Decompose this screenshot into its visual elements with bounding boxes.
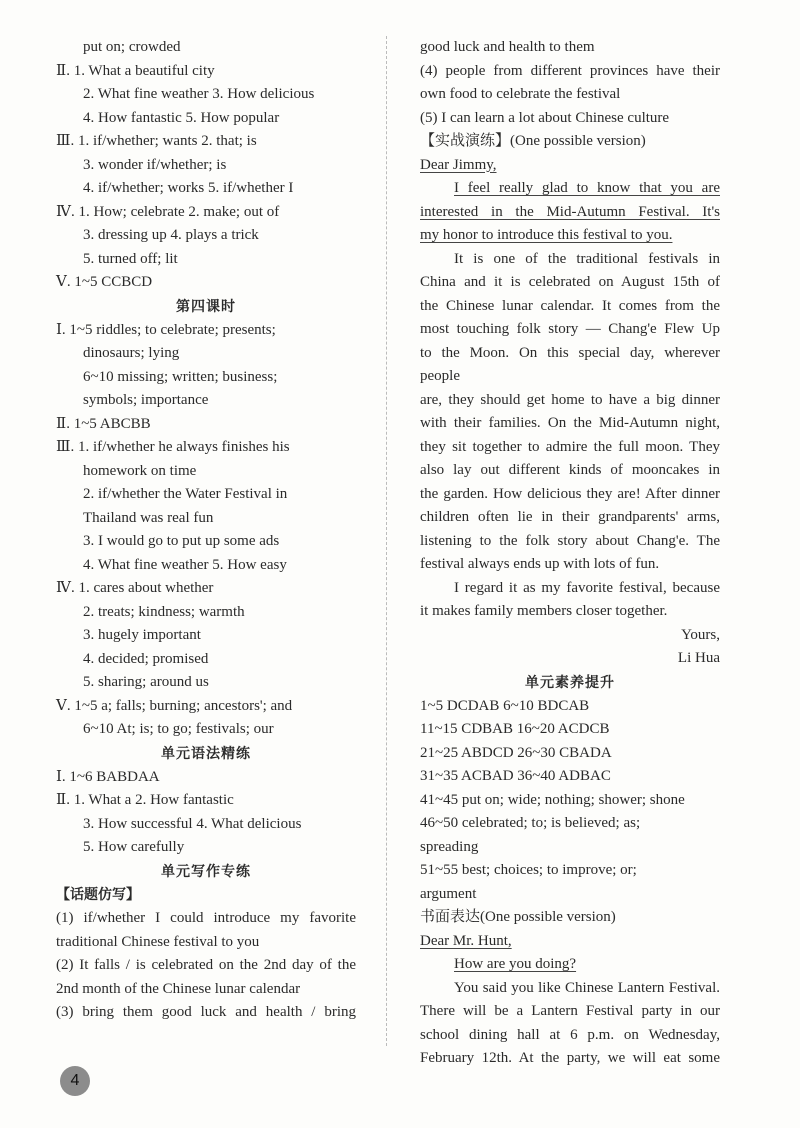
left-column-line: 3. How successful 4. What delicious (83, 815, 302, 832)
left-column-line: (1) if/whether I could introduce my favorite (56, 910, 356, 926)
left-column-line: (3) bring them good luck and health / bring (56, 1004, 356, 1020)
right-column-line: China and it is celebrated on August 15th of (420, 274, 720, 290)
left-column-line: 6~10 missing; written; business; (83, 368, 278, 385)
right-column-line: spreading (420, 838, 479, 855)
right-column-line: 单元素养提升 (525, 674, 615, 691)
left-column-line: 5. turned off; lit (83, 250, 178, 267)
left-column-line: 3. I would go to put up some ads (83, 533, 280, 549)
right-column (420, 36, 720, 1071)
page-number: 4 (60, 1066, 90, 1096)
left-column-line: put on; crowded (83, 39, 181, 55)
left-column-line: 第四课时 (176, 298, 236, 315)
left-column-line: 单元写作专练 (161, 863, 251, 880)
right-column-line: the Chinese lunar calendar. It comes from the (420, 297, 720, 314)
right-column-line: How are you doing? (454, 956, 577, 972)
left-column-line: 2nd month of the Chinese lunar calendar (56, 980, 301, 997)
left-column-line: 2. What fine weather 3. How delicious (83, 86, 315, 102)
left-column-line: 5. How carefully (83, 839, 185, 855)
right-column-line: I feel really glad to know that you are (454, 180, 720, 196)
left-column-line: 3. dressing up 4. plays a trick (83, 227, 259, 243)
right-column-line: 11~15 CDBAB 16~20 ACDCB (420, 721, 610, 737)
right-column-line: It is one of the traditional festivals in (454, 250, 720, 267)
right-column-line: 31~35 ACBAD 36~40 ADBAC (420, 768, 611, 784)
right-column-line: Li Hua (677, 650, 720, 666)
left-column-line: Ⅲ. 1. if/whether he always finishes his (56, 439, 290, 455)
right-column-line: Dear Mr. Hunt, (420, 932, 512, 949)
left-column-line: 5. sharing; around us (83, 674, 209, 690)
left-column-line: Ⅴ. 1~5 CCBCD (56, 274, 153, 290)
right-column-line: 21~25 ABDCD 26~30 CBADA (420, 744, 612, 761)
right-column-line: it makes family members closer together. (420, 603, 668, 619)
left-column-line: Ⅱ. 1~5 ABCBB (56, 415, 151, 432)
right-column-line: are, they should get home to have a big dinner (420, 391, 720, 408)
left-column-line: dinosaurs; lying (83, 345, 180, 361)
left-column-line: Ⅳ. 1. How; celebrate 2. make; out of (56, 203, 280, 220)
right-column-line: to the Moon. On this special day, wherever people (420, 344, 720, 384)
left-column-line: symbols; importance (83, 392, 209, 408)
right-column-line: they sit together to admire the full moon. They (420, 438, 720, 455)
right-column-line: 【实战演练】(One possible version) (420, 133, 646, 149)
right-column-line: 41~45 put on; wide; nothing; shower; shone (420, 791, 685, 808)
right-column-line: I regard it as my favorite festival, because (454, 579, 720, 596)
right-column-line: 书面表达(One possible version) (420, 909, 616, 925)
right-column-line: You said you like Chinese Lantern Festival. (454, 979, 720, 996)
right-column-line: 51~55 best; choices; to improve; or; (420, 862, 637, 878)
right-column-line: most touching folk story — Chang'e Flew Up (420, 321, 720, 337)
left-column-line: 6~10 At; is; to go; festivals; our (83, 721, 274, 737)
right-column-line: Dear Jimmy, (420, 156, 497, 173)
left-column-line: 2. treats; kindness; warmth (83, 603, 245, 620)
left-column-line: 4. How fantastic 5. How popular (83, 109, 280, 126)
left-column (56, 36, 356, 1025)
right-column-line: (5) I can learn a lot about Chinese culture (420, 109, 670, 126)
left-column-line: Ⅱ. 1. What a beautiful city (56, 62, 215, 79)
left-column-line: 【话题仿写】 (56, 886, 140, 903)
right-column-line: 46~50 celebrated; to; is believed; as; (420, 815, 641, 831)
left-column-line: 4. decided; promised (83, 650, 209, 667)
right-column-line: February 12th. At the party, we will eat some (420, 1050, 720, 1066)
left-column-line: Ⅰ. 1~6 BABDAA (56, 768, 160, 785)
left-column-line: 3. wonder if/whether; is (83, 156, 227, 173)
left-column-line: Thailand was real fun (83, 509, 214, 526)
left-column-line: 4. if/whether; works 5. if/whether I (83, 180, 294, 196)
column-divider (386, 36, 387, 1046)
left-column-line: 3. hugely important (83, 627, 201, 643)
right-column-line: Yours, (681, 626, 720, 643)
right-column-line: my honor to introduce this festival to you. (420, 227, 673, 243)
right-column-line: festival always ends up with lots of fun. (420, 556, 660, 572)
right-column-line: children often lie in their grandparents' arms, (420, 509, 720, 525)
right-column-line: 1~5 DCDAB 6~10 BDCAB (420, 697, 590, 714)
left-column-line: Ⅰ. 1~5 riddles; to celebrate; presents; (56, 321, 276, 338)
right-column-line: also lay out different kinds of mooncakes in (420, 462, 720, 478)
left-column-line: Ⅳ. 1. cares about whether (56, 580, 214, 596)
right-column-line: listening to the folk story about Chang'e. The (420, 532, 720, 549)
right-column-line: the garden. How delicious they are! After dinner (420, 485, 720, 502)
left-column-line: (2) It falls / is celebrated on the 2nd day of the (56, 957, 356, 973)
left-column-line: Ⅴ. 1~5 a; falls; burning; ancestors'; and (56, 697, 293, 714)
left-column-line: 4. What fine weather 5. How easy (83, 556, 287, 573)
left-column-line: Ⅲ. 1. if/whether; wants 2. that; is (56, 133, 257, 149)
right-column-line: with their families. On the Mid-Autumn night, (420, 415, 720, 431)
left-column-line: traditional Chinese festival to you (56, 933, 260, 950)
right-column-line: (4) people from different provinces have their (420, 62, 720, 79)
right-column-line: good luck and health to them (420, 39, 595, 55)
right-column-line: own food to celebrate the festival (420, 86, 621, 102)
right-column-line: argument (420, 885, 477, 902)
left-column-line: homework on time (83, 462, 197, 479)
left-column-line: Ⅱ. 1. What a 2. How fantastic (56, 792, 234, 808)
right-column-line: school dining hall at 6 p.m. on Wednesday, (420, 1026, 720, 1043)
right-column-line: interested in the Mid-Autumn Festival. It's (420, 203, 720, 220)
right-column-line: There will be a Lantern Festival party in our (420, 1003, 720, 1019)
left-column-line: 单元语法精练 (161, 745, 251, 762)
left-column-line: 2. if/whether the Water Festival in (83, 486, 288, 502)
